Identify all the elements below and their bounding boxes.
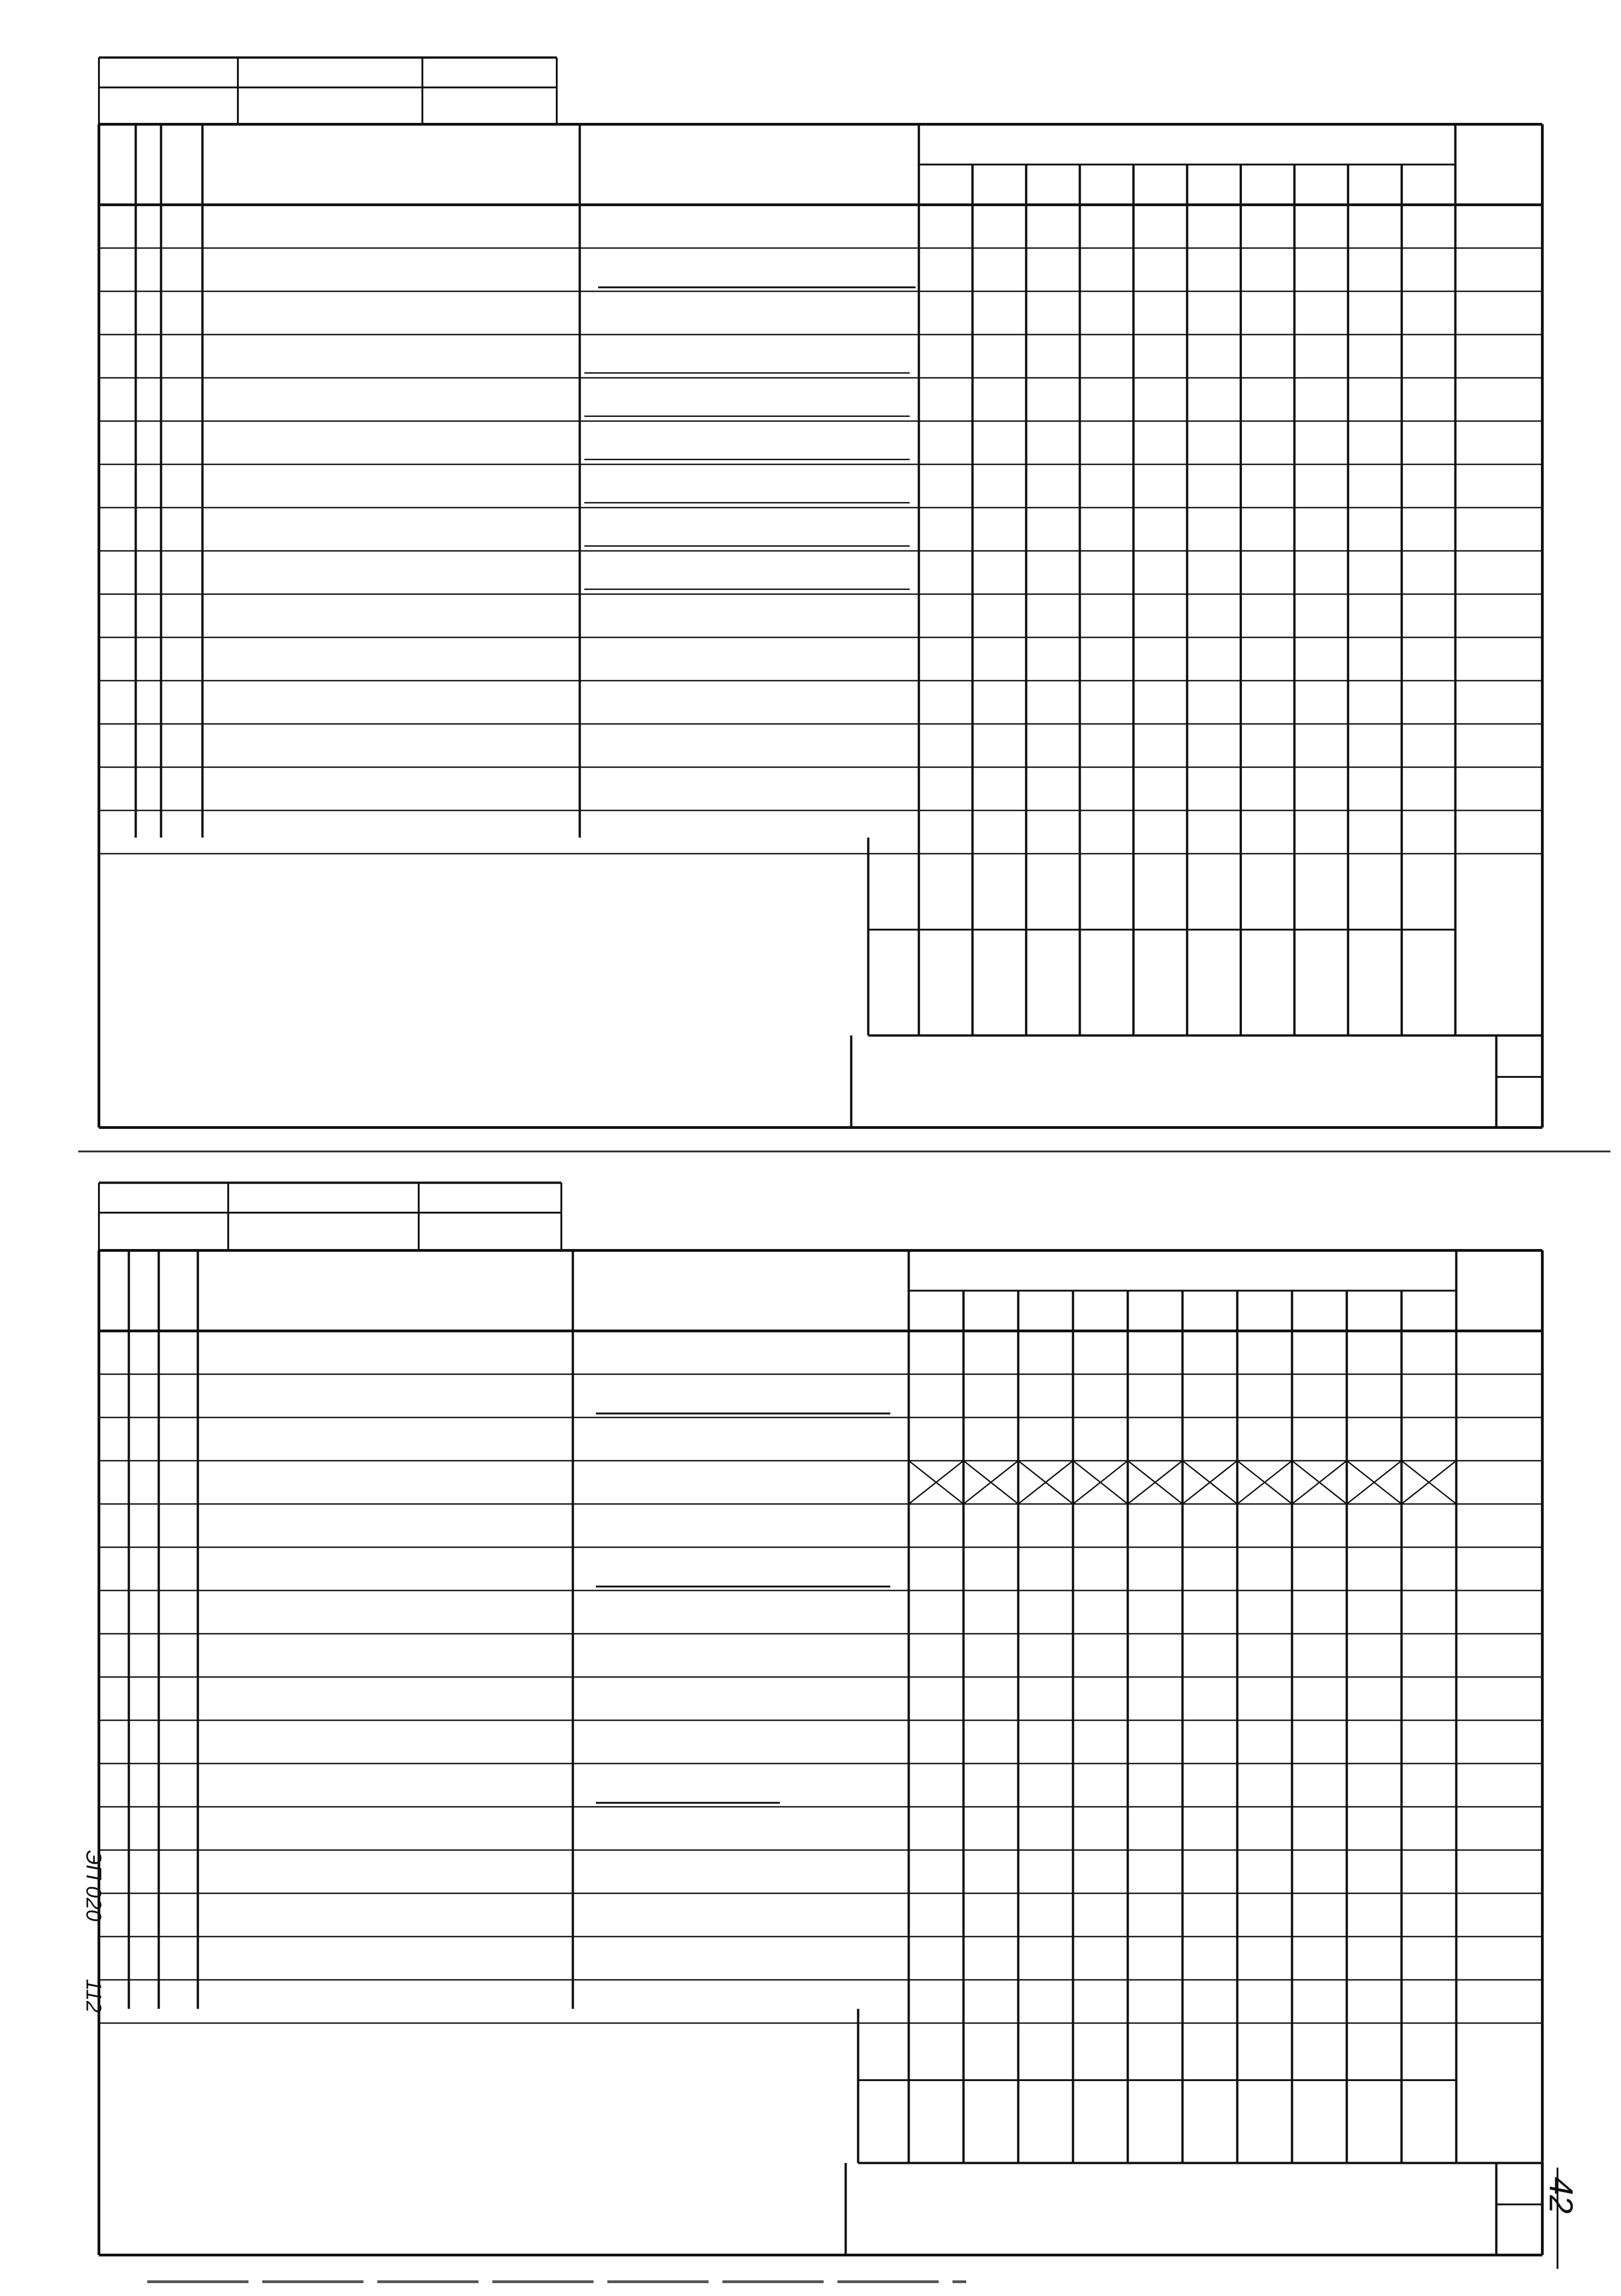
sheet-2 <box>99 1183 1542 2255</box>
margin-note-2: 112 <box>82 1979 106 2013</box>
margin-note-1: ЭП 020 <box>82 1850 106 1921</box>
sheet-1 <box>99 58 1542 1128</box>
page-number: 42 <box>1542 2177 1579 2214</box>
